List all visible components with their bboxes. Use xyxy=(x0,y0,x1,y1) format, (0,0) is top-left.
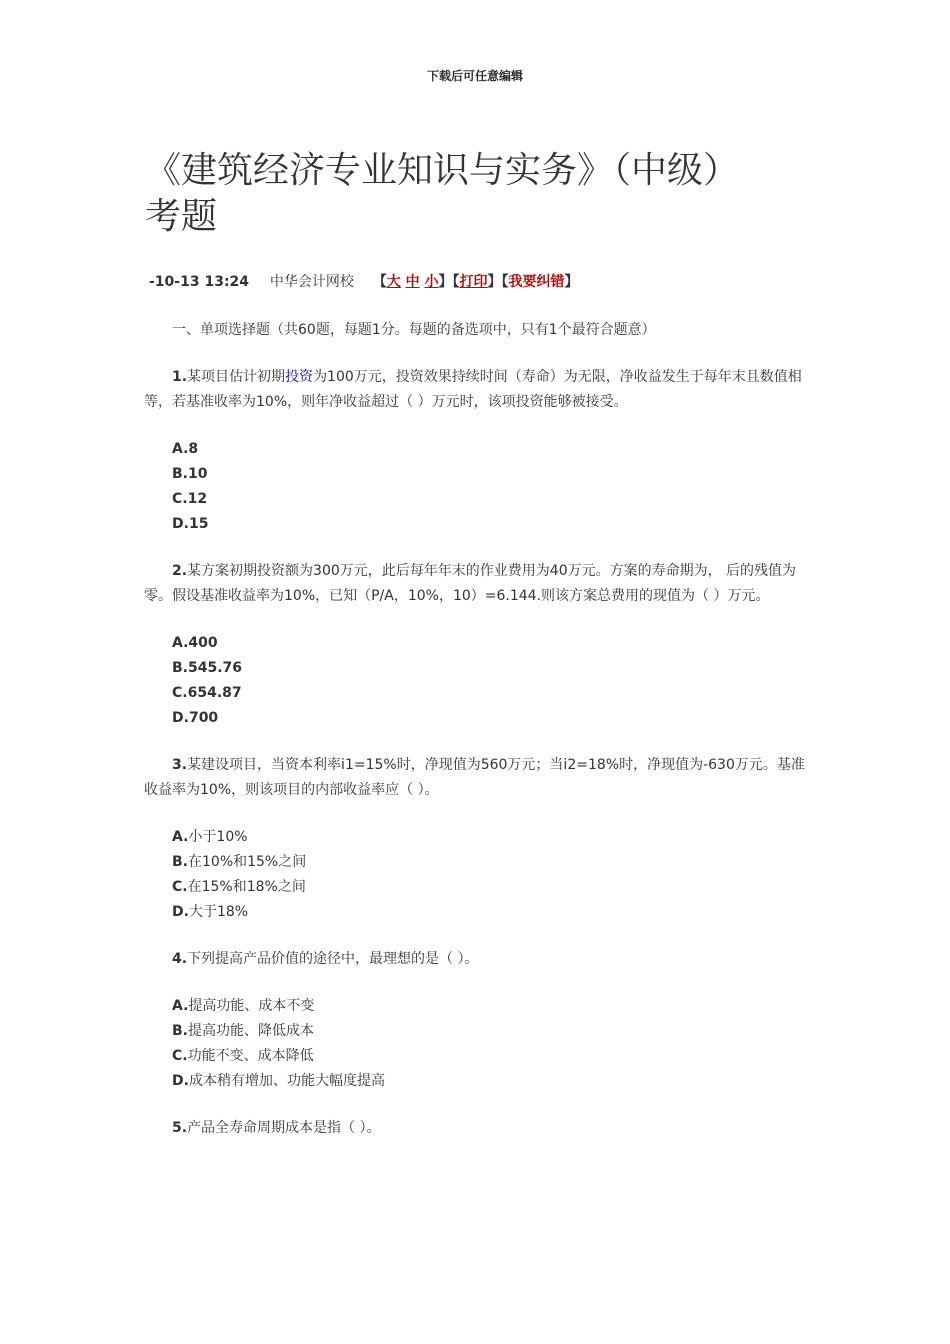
option-text: 8 xyxy=(188,441,199,457)
option-letter: D. xyxy=(172,904,189,920)
option-text: 700 xyxy=(188,710,219,726)
page-header-note: 下载后可任意编辑 xyxy=(426,69,523,83)
option-item xyxy=(172,437,806,462)
option-letter: C. xyxy=(172,491,188,507)
font-small-link[interactable]: 小 xyxy=(424,274,439,290)
question-2 xyxy=(144,559,806,609)
options-list-3 xyxy=(172,825,806,925)
option-item xyxy=(172,462,806,487)
option-letter: D. xyxy=(172,710,189,726)
print-link[interactable]: 打印 xyxy=(459,274,488,290)
options-list-2 xyxy=(172,631,806,731)
question-text: 某建设项目，当资本利率i1=15%时，净现值为560万元；当i2=18%时，净现值为-630万元。基准收益率为10%，则该项目的内部收益率应（ ）。 xyxy=(144,757,805,798)
option-item xyxy=(172,512,806,537)
option-letter: C. xyxy=(172,879,188,895)
option-letter: D. xyxy=(172,1073,189,1089)
option-letter: B. xyxy=(172,466,188,482)
question-number: 5. xyxy=(172,1120,188,1136)
option-text: 15 xyxy=(188,516,209,532)
article-meta xyxy=(149,271,579,291)
option-letter: B. xyxy=(172,1023,188,1039)
option-text: 小于10% xyxy=(188,829,248,845)
option-item xyxy=(172,875,806,900)
bracket-end: 】 xyxy=(564,274,579,290)
option-item xyxy=(172,1044,806,1069)
option-letter: B. xyxy=(172,660,188,676)
option-text: 654.87 xyxy=(187,685,242,701)
option-text: 10 xyxy=(188,466,208,482)
option-item xyxy=(172,681,806,706)
publish-date: -10-13 13:24 xyxy=(149,274,250,290)
question-text: 为100万元，投资效果持续时间（寿命）为无限，净收益发生于每年末且数值相等，若基准收率为10%，则年净收益超过（ ）万元时，该项投资能够被接受。 xyxy=(144,369,802,410)
font-large-link[interactable]: 大 xyxy=(386,274,401,290)
section-heading: 一、单项选择题（共60题，每题1分。每题的备选项中，只有1个最符合题意） xyxy=(172,322,656,338)
option-item xyxy=(172,487,806,512)
option-letter: A. xyxy=(172,829,189,845)
bracket-open: 【 xyxy=(372,274,387,290)
option-item xyxy=(172,631,806,656)
question-1 xyxy=(144,365,806,415)
question-4 xyxy=(144,947,806,972)
option-letter: B. xyxy=(172,854,188,870)
option-item xyxy=(172,1019,806,1044)
option-letter: A. xyxy=(172,635,189,651)
option-text: 大于18% xyxy=(188,904,249,920)
option-letter: C. xyxy=(172,685,188,701)
option-text: 在15%和18%之间 xyxy=(187,879,306,895)
option-letter: C. xyxy=(172,1048,188,1064)
question-number: 2. xyxy=(172,563,188,579)
option-text: 功能不变、成本降低 xyxy=(187,1048,314,1064)
question-text: 某方案初期投资额为300万元，此后每年年末的作业费用为40万元。方案的寿命期为， 后的残值为零。假设基准收益率为10%，已知（P/A，10%，10）=6.144.则该方案总费用的现值为（ ）万元。 xyxy=(144,563,797,604)
options-list-1 xyxy=(172,437,806,537)
font-medium-link[interactable]: 中 xyxy=(405,274,420,290)
option-item xyxy=(172,1069,806,1094)
page-title: 《建筑经济专业知识与实务》（中级）考题 xyxy=(145,150,740,237)
investment-link[interactable]: 投资 xyxy=(285,369,314,385)
question-number: 1. xyxy=(172,369,188,385)
option-text: 成本稍有增加、功能大幅度提高 xyxy=(188,1073,385,1089)
option-text: 提高功能、降低成本 xyxy=(188,1023,314,1039)
option-text: 12 xyxy=(187,491,208,507)
option-letter: D. xyxy=(172,516,189,532)
bracket-mid: 】【 xyxy=(487,274,509,290)
option-letter: A. xyxy=(172,441,189,457)
bracket-close: 】【 xyxy=(438,274,460,290)
option-item xyxy=(172,706,806,731)
option-text: 提高功能、成本不变 xyxy=(188,998,315,1014)
option-letter: A. xyxy=(172,998,189,1014)
option-item xyxy=(172,994,806,1019)
report-error-link[interactable]: 我要纠错 xyxy=(508,274,565,290)
option-item xyxy=(172,900,806,925)
question-5 xyxy=(144,1116,806,1141)
option-text: 400 xyxy=(188,635,218,651)
option-item xyxy=(172,825,806,850)
question-text: 产品全寿命周期成本是指（ ）。 xyxy=(187,1120,381,1136)
question-number: 4. xyxy=(172,951,188,967)
article-content xyxy=(144,318,806,1163)
option-text: 在10%和15%之间 xyxy=(188,854,307,870)
option-item xyxy=(172,656,806,681)
question-3 xyxy=(144,753,806,803)
question-text-pre: 某项目估计初期 xyxy=(187,369,286,385)
option-item xyxy=(172,850,806,875)
option-text: 545.76 xyxy=(188,660,243,676)
source-site: 中华会计网校 xyxy=(269,274,354,290)
question-number: 3. xyxy=(172,757,188,773)
question-text: 下列提高产品价值的途径中，最理想的是（ ）。 xyxy=(187,951,479,967)
options-list-4 xyxy=(172,994,806,1094)
